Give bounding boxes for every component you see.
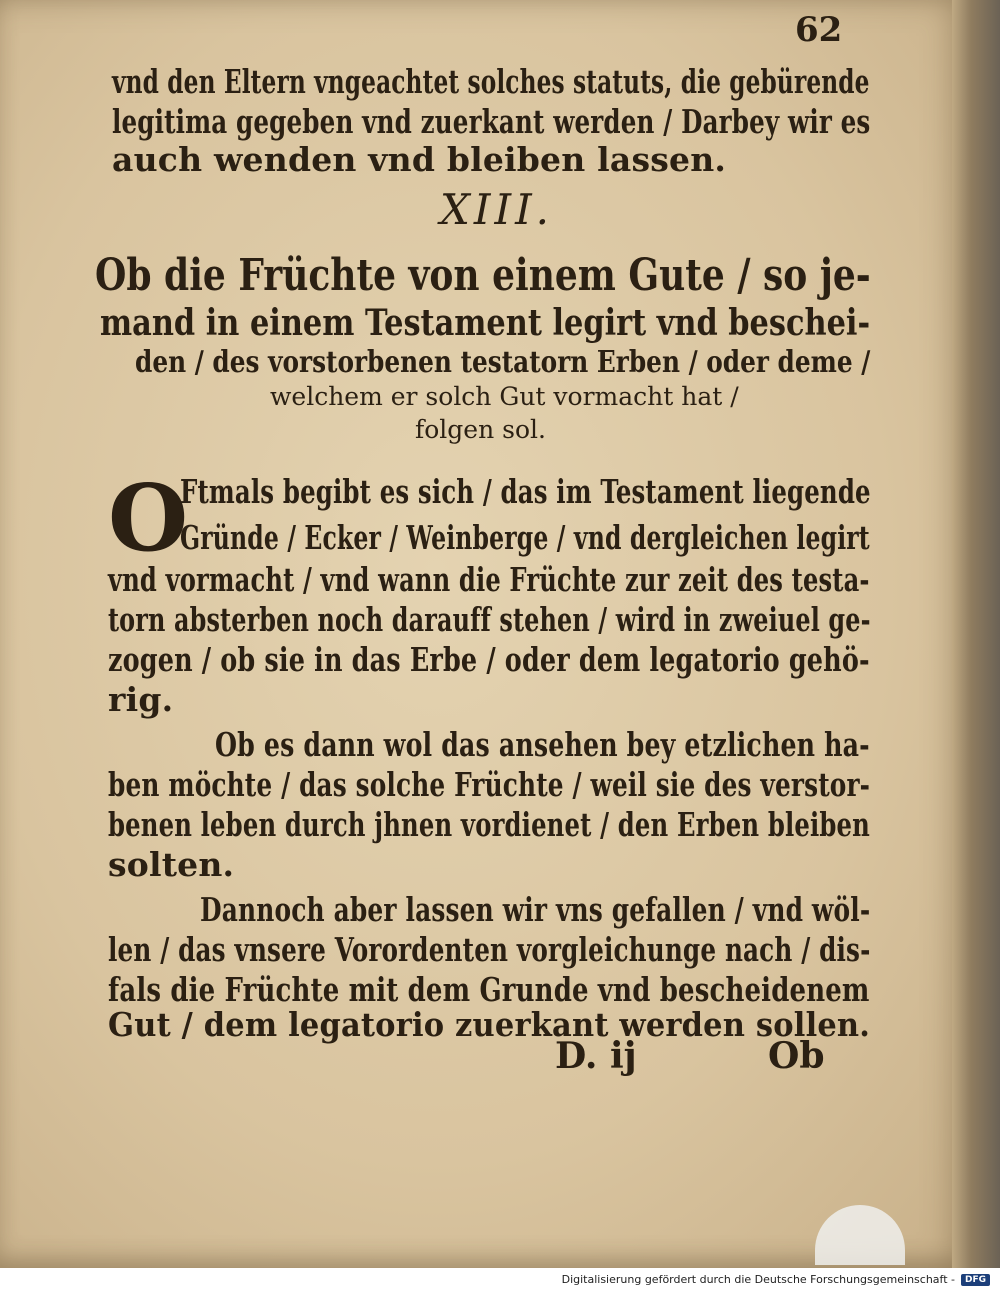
paragraph1-line-1: Ftmals begibt es sich / das im Testament liegende bbox=[180, 472, 871, 511]
dfg-logo-icon: DFG bbox=[961, 1274, 990, 1286]
section-title-line-1: Ob die Früchte von einem Gute / so je- bbox=[95, 250, 871, 301]
paragraph1-line-4: torn absterben noch darauff stehen / wird in zweiuel ge- bbox=[108, 600, 871, 639]
paragraph1-line-5: zogen / ob sie in das Erbe / oder dem legatorio gehö- bbox=[108, 640, 870, 679]
paragraph1-line-2: Gründe / Ecker / Weinberge / vnd dergleichen legirt bbox=[180, 518, 870, 557]
signature-mark: D. ij bbox=[555, 1035, 637, 1077]
digitization-footer bbox=[0, 1268, 1000, 1291]
section-title-line-2: mand in einem Testament legirt vnd beschei- bbox=[100, 302, 871, 344]
paragraph1-line-6: rig. bbox=[108, 680, 174, 719]
paragraph3-line-1: Dannoch aber lassen wir vns gefallen / vnd wöl- bbox=[200, 890, 871, 929]
scanner-clip-bottom bbox=[815, 1205, 905, 1265]
paragraph1-line-3: vnd vormacht / vnd wann die Früchte zur zeit des testa- bbox=[108, 560, 870, 599]
drop-cap-initial: O bbox=[108, 464, 189, 572]
top-line-2: legitima gegeben vnd zuerkant werden / Darbey wir es bbox=[112, 102, 871, 141]
paragraph2-line-2: ben möchte / das solche Früchte / weil sie des verstor- bbox=[108, 765, 871, 804]
footer-credit-text: Digitalisierung gefördert durch die Deutsche Forschungsgemeinschaft - bbox=[561, 1273, 955, 1286]
section-title-line-4: welchem er solch Gut vormacht hat / bbox=[270, 382, 739, 411]
paragraph3-line-3: fals die Früchte mit dem Grunde vnd bescheidenem bbox=[108, 970, 870, 1009]
section-number: XIII. bbox=[440, 185, 554, 234]
paragraph3-line-4: Gut / dem legatorio zuerkant werden sollen. bbox=[108, 1005, 871, 1044]
paragraph3-line-2: len / das vnsere Vorordenten vorgleichunge nach / dis- bbox=[108, 930, 871, 969]
paragraph2-line-4: solten. bbox=[108, 845, 235, 884]
section-title-line-3: den / des vorstorbenen testatorn Erben / oder deme / bbox=[135, 345, 871, 380]
top-line-3: auch wenden vnd bleiben lassen. bbox=[112, 140, 727, 179]
catchword: Ob bbox=[768, 1035, 825, 1077]
section-title-line-5: folgen sol. bbox=[415, 415, 546, 444]
top-line-1: vnd den Eltern vngeachtet solches statuts, die gebürende bbox=[112, 62, 870, 101]
page-gutter-edge bbox=[952, 0, 1000, 1268]
paragraph2-line-3: benen leben durch jhnen vordienet / den Erben bleiben bbox=[108, 805, 871, 844]
page-number: 62 bbox=[795, 10, 843, 50]
paragraph2-line-1: Ob es dann wol das ansehen bey etzlichen ha- bbox=[215, 725, 870, 764]
